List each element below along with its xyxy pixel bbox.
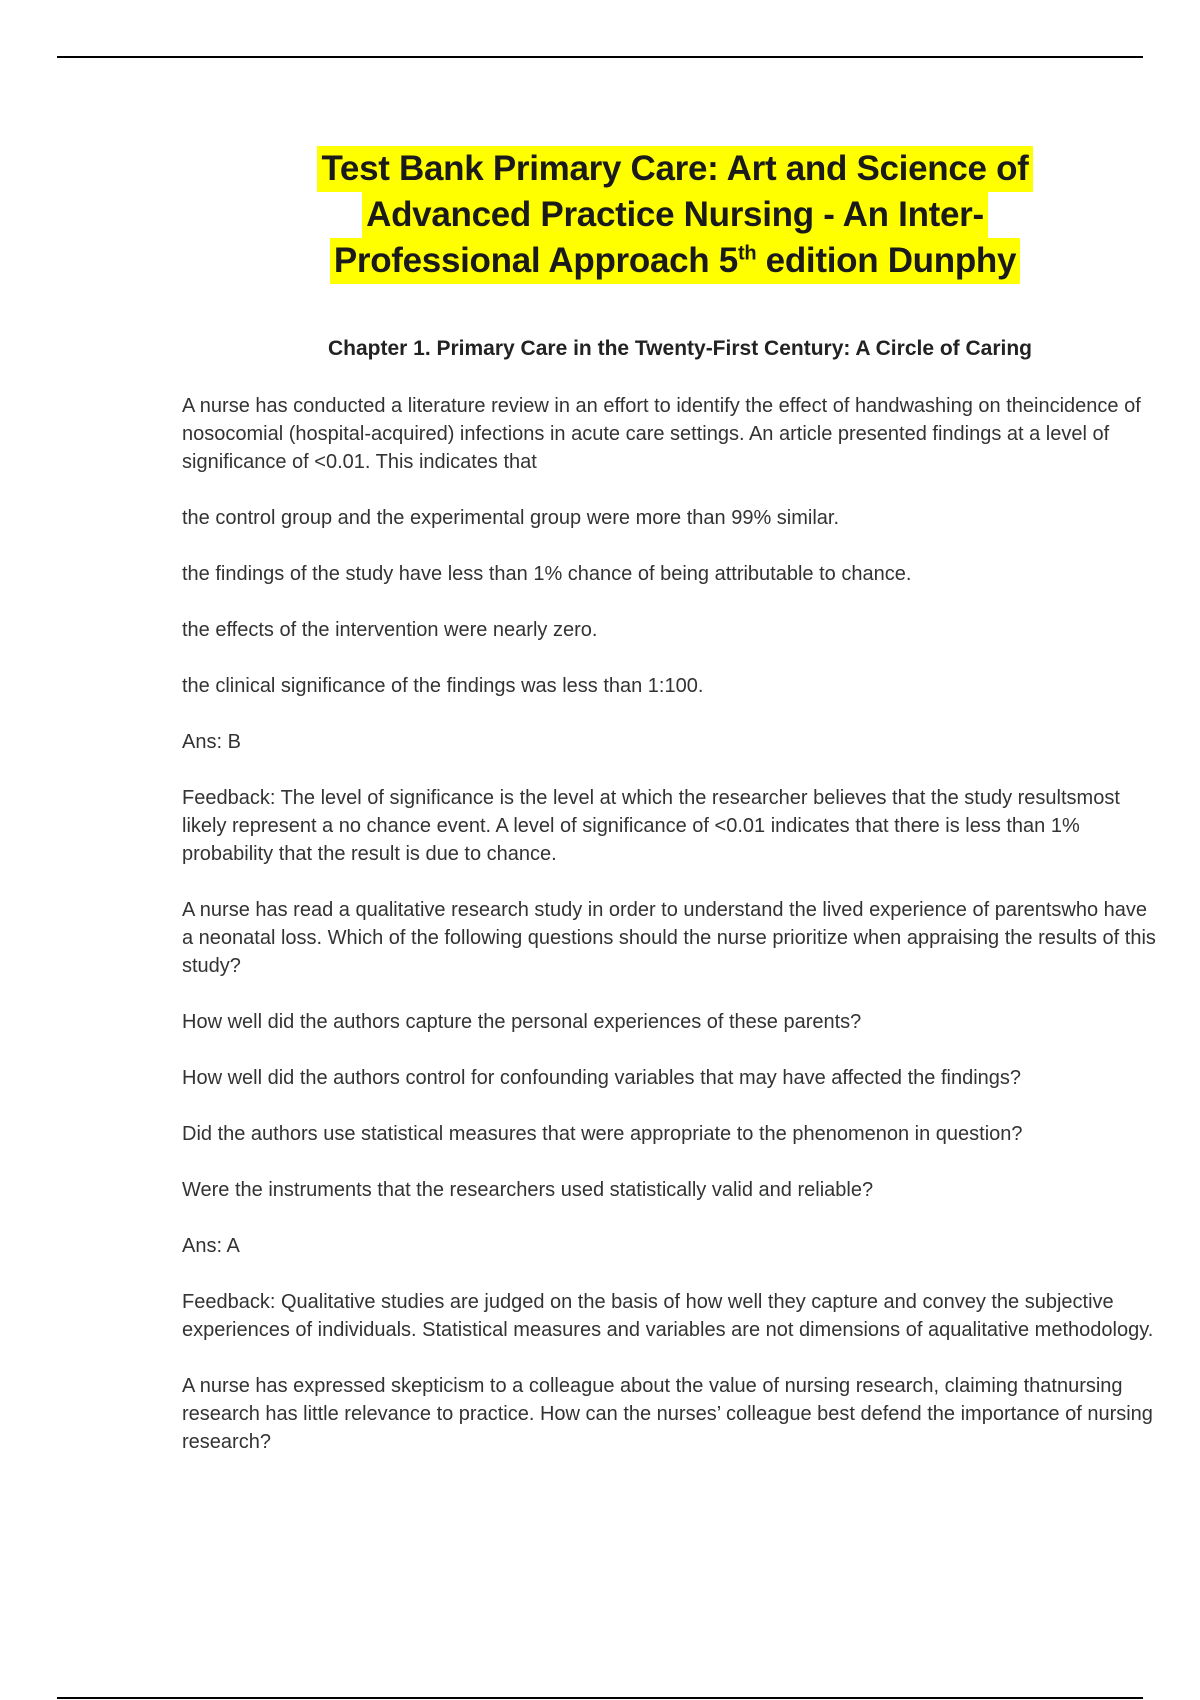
chapter-heading: Chapter 1. Primary Care in the Twenty-First Century: A Circle of Caring [327,337,1033,360]
document-title [280,146,1070,284]
question-2-answer: Ans: A [182,1235,240,1257]
question-1-option-b: the findings of the study have less than 1% chance of being attributable to chance. [182,563,912,585]
question-content [182,392,1157,1484]
title-line-2: Advanced Practice Nursing - An Inter- [362,192,988,238]
bottom-rule [57,1697,1143,1699]
title-line-3 [330,238,1020,284]
title-line-3-end: edition Dunphy [756,241,1017,280]
title-line-1: Test Bank Primary Care: Art and Science of [317,146,1032,192]
question-2-feedback: Feedback: Qualitative studies are judged on the basis of how well they capture and convey the subjective experiences of individuals. Statistical measures and variables are not dimensions of aqualitative methodology. [182,1291,1154,1341]
title-line-3-text: Professional Approach 5 [333,241,738,280]
question-1-option-c: the effects of the intervention were nearly zero. [182,619,598,641]
question-1-option-d: the clinical significance of the findings was less than 1:100. [182,675,704,697]
title-superscript: th [737,242,757,265]
question-1-option-a: the control group and the experimental group were more than 99% similar. [182,507,840,529]
question-2-option-d: Were the instruments that the researchers used statistically valid and reliable? [182,1179,874,1201]
question-2-option-b: How well did the authors control for confounding variables that may have affected the findings? [182,1067,1022,1089]
question-3-stem: A nurse has expressed skepticism to a colleague about the value of nursing research, claiming thatnursing research has little relevance to practice. How can the nurses’ colleague best defend the importance of nursing research? [182,1375,1153,1453]
question-2-option-c: Did the authors use statistical measures that were appropriate to the phenomenon in question? [182,1123,1023,1145]
question-2-stem: A nurse has read a qualitative research study in order to understand the lived experience of parentswho have a neonatal loss. Which of the following questions should the nurse prioritize when appraising the results of this study? [182,899,1156,977]
question-1-answer: Ans: B [182,731,241,753]
question-1-feedback: Feedback: The level of significance is the level at which the researcher believes that the study resultsmost likely represent a no chance event. A level of significance of <0.01 indicates that there is less than 1% probability that the result is due to chance. [182,787,1120,865]
question-2-option-a: How well did the authors capture the personal experiences of these parents? [182,1011,862,1033]
top-rule [57,56,1143,58]
question-1-stem: A nurse has conducted a literature review in an effort to identify the effect of handwashing on theincidence of nosocomial (hospital-acquired) infections in acute care settings. An article presented findings at a level of significance of <0.01. This indicates that [182,395,1141,473]
